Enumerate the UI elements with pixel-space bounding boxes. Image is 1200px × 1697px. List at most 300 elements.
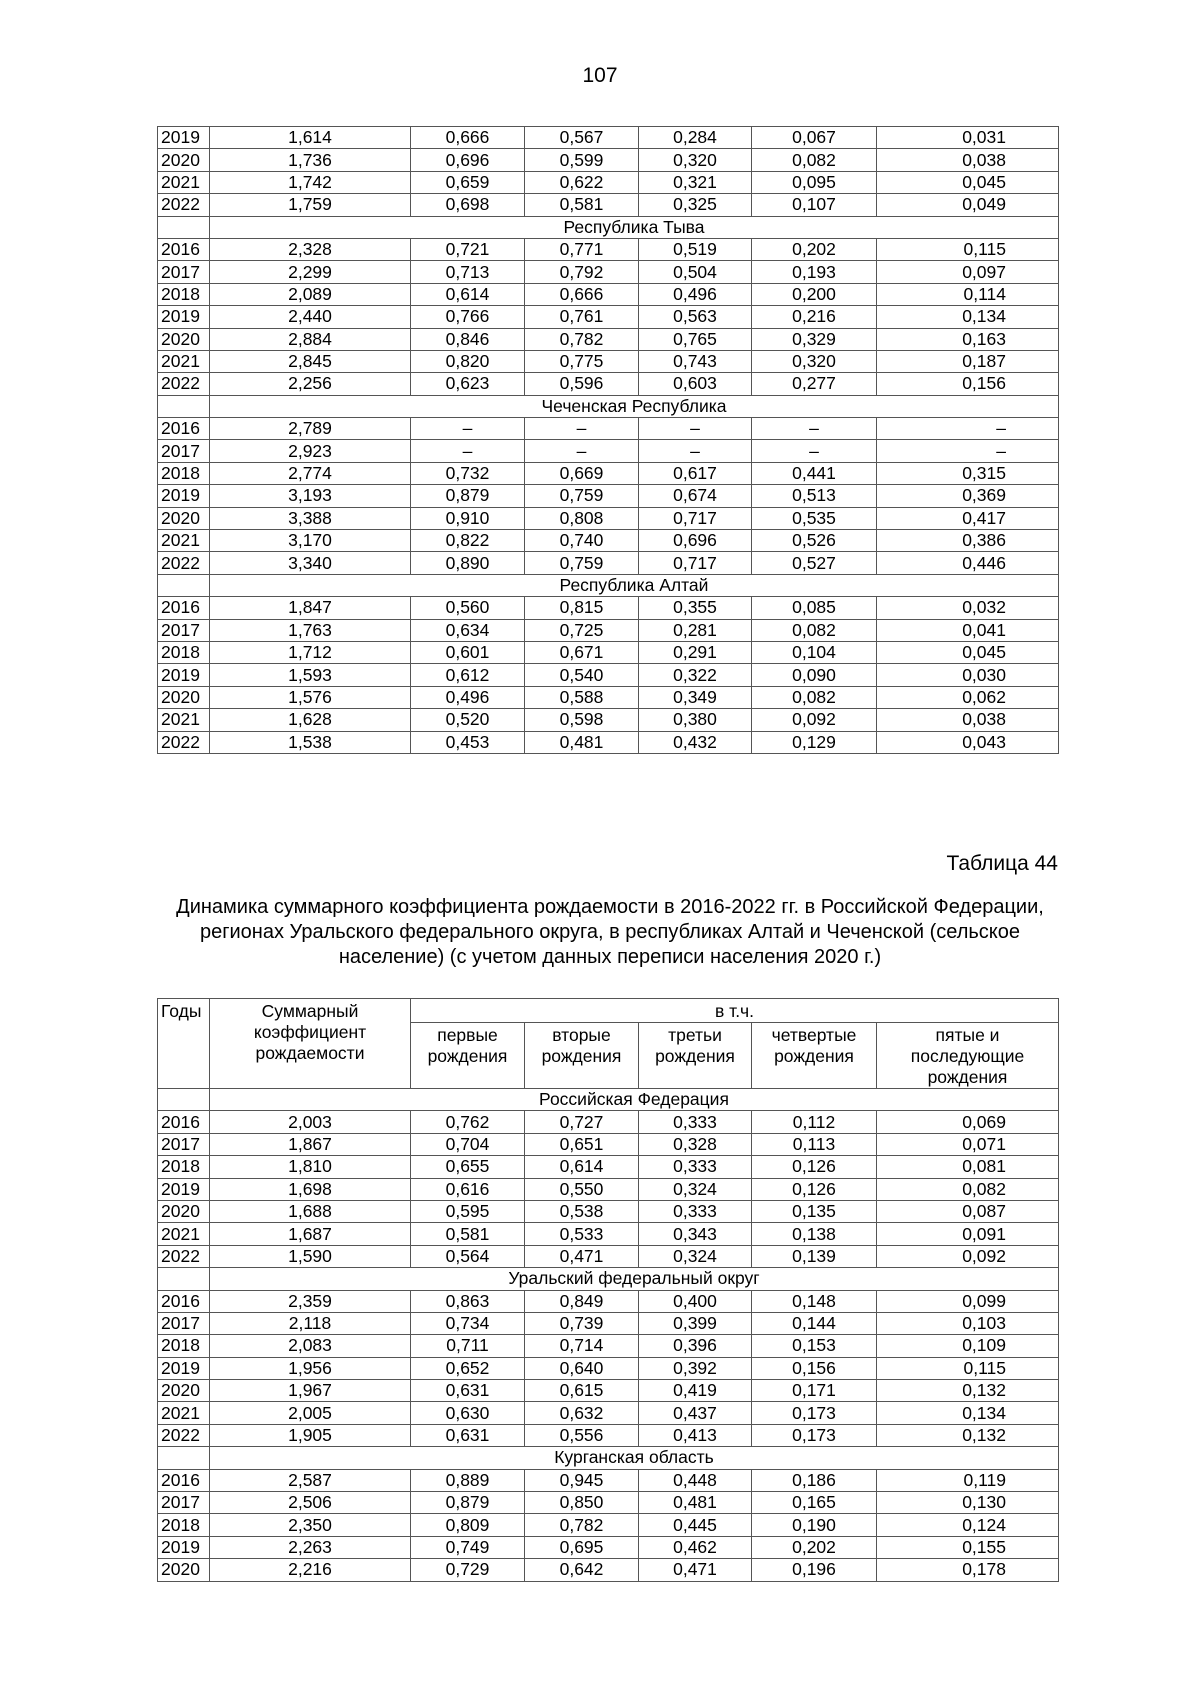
third-cell: –	[639, 440, 752, 462]
fourth-cell: 0,144	[752, 1312, 877, 1334]
third-cell: 0,519	[639, 238, 752, 260]
third-cell: 0,284	[639, 127, 752, 149]
third-cell: 0,504	[639, 261, 752, 283]
first-cell: 0,601	[411, 641, 525, 663]
third-cell: 0,333	[639, 1111, 752, 1133]
year-cell: 2020	[158, 1559, 210, 1581]
first-cell: 0,822	[411, 530, 525, 552]
first-cell: 0,711	[411, 1335, 525, 1357]
second-cell: 0,632	[525, 1402, 639, 1424]
second-cell: 0,815	[525, 597, 639, 619]
table-row	[158, 1200, 1059, 1222]
group-title-spacer	[158, 1268, 210, 1290]
fourth-cell: 0,082	[752, 619, 877, 641]
first-cell: 0,634	[411, 619, 525, 641]
first-cell: 0,659	[411, 171, 525, 193]
second-cell: 0,588	[525, 686, 639, 708]
year-cell: 2019	[158, 306, 210, 328]
table-row	[158, 261, 1059, 283]
tfr-cell: 1,614	[210, 127, 411, 149]
third-cell: 0,355	[639, 597, 752, 619]
second-cell: 0,599	[525, 149, 639, 171]
second-cell: 0,540	[525, 664, 639, 686]
year-cell: 2016	[158, 418, 210, 440]
second-cell: 0,640	[525, 1357, 639, 1379]
third-cell: 0,399	[639, 1312, 752, 1334]
second-cell: 0,727	[525, 1111, 639, 1133]
fourth-cell: 0,107	[752, 194, 877, 216]
table-row	[158, 440, 1059, 462]
year-cell: 2020	[158, 149, 210, 171]
tfr-cell: 1,628	[210, 709, 411, 731]
first-cell: 0,560	[411, 597, 525, 619]
second-cell: 0,771	[525, 238, 639, 260]
fourth-cell: 0,186	[752, 1469, 877, 1491]
third-cell: 0,392	[639, 1357, 752, 1379]
third-cell: 0,413	[639, 1424, 752, 1446]
table-row	[158, 1559, 1059, 1581]
second-cell: 0,481	[525, 731, 639, 753]
group-title-row	[158, 216, 1059, 238]
fourth-cell: 0,153	[752, 1335, 877, 1357]
table-row	[158, 1156, 1059, 1178]
tfr-cell: 2,923	[210, 440, 411, 462]
first-cell: 0,879	[411, 485, 525, 507]
table-label: Таблица 44	[946, 852, 1058, 875]
fifth-plus-cell: 0,049	[877, 194, 1059, 216]
third-cell: 0,325	[639, 194, 752, 216]
third-cell: 0,437	[639, 1402, 752, 1424]
third-cell: 0,617	[639, 462, 752, 484]
third-cell: –	[639, 418, 752, 440]
third-cell: 0,324	[639, 1178, 752, 1200]
year-cell: 2020	[158, 686, 210, 708]
year-cell: 2016	[158, 1469, 210, 1491]
tfr-cell: 2,350	[210, 1514, 411, 1536]
table-row	[158, 328, 1059, 350]
year-cell: 2022	[158, 373, 210, 395]
first-cell: 0,630	[411, 1402, 525, 1424]
first-cell: 0,453	[411, 731, 525, 753]
table-row	[158, 552, 1059, 574]
first-cell: 0,666	[411, 127, 525, 149]
header-first: первые рождения	[411, 1023, 525, 1089]
fourth-cell: 0,190	[752, 1514, 877, 1536]
group-title-row	[158, 1447, 1059, 1469]
second-cell: 0,945	[525, 1469, 639, 1491]
table-row	[158, 1245, 1059, 1267]
second-cell: 0,538	[525, 1200, 639, 1222]
table-row	[158, 485, 1059, 507]
first-cell: 0,910	[411, 507, 525, 529]
fourth-cell: 0,441	[752, 462, 877, 484]
fifth-plus-cell: 0,132	[877, 1424, 1059, 1446]
fifth-plus-cell: 0,043	[877, 731, 1059, 753]
second-cell: 0,714	[525, 1335, 639, 1357]
year-cell: 2019	[158, 1536, 210, 1558]
tfr-cell: 1,967	[210, 1380, 411, 1402]
fourth-cell: 0,513	[752, 485, 877, 507]
table-row	[158, 1290, 1059, 1312]
year-cell: 2021	[158, 1223, 210, 1245]
tfr-cell: 2,789	[210, 418, 411, 440]
second-cell: 0,666	[525, 283, 639, 305]
year-cell: 2018	[158, 1514, 210, 1536]
year-cell: 2017	[158, 619, 210, 641]
year-cell: 2018	[158, 462, 210, 484]
third-cell: 0,281	[639, 619, 752, 641]
first-cell: 0,762	[411, 1111, 525, 1133]
year-cell: 2018	[158, 1335, 210, 1357]
fifth-plus-cell: 0,178	[877, 1559, 1059, 1581]
first-cell: 0,623	[411, 373, 525, 395]
table-row	[158, 373, 1059, 395]
first-cell: 0,655	[411, 1156, 525, 1178]
third-cell: 0,432	[639, 731, 752, 753]
year-cell: 2022	[158, 1245, 210, 1267]
year-cell: 2016	[158, 1290, 210, 1312]
table-caption: Динамика суммарного коэффициента рождаемости в 2016-2022 гг. в Российской Федерации, регионах Уральского федерального округа, в республиках Алтай и Чеченской (сельское население) (с учетом данных переписи населения 2020 г.)	[176, 896, 1044, 968]
fifth-plus-cell: 0,087	[877, 1200, 1059, 1222]
year-cell: 2019	[158, 1357, 210, 1379]
fourth-cell: 0,173	[752, 1424, 877, 1446]
table-row	[158, 731, 1059, 753]
third-cell: 0,400	[639, 1290, 752, 1312]
second-cell: 0,808	[525, 507, 639, 529]
second-cell: 0,669	[525, 462, 639, 484]
first-cell: 0,652	[411, 1357, 525, 1379]
second-cell: 0,671	[525, 641, 639, 663]
header-second: вторые рождения	[525, 1023, 639, 1089]
fifth-plus-cell: 0,446	[877, 552, 1059, 574]
first-cell: –	[411, 418, 525, 440]
tfr-cell: 2,506	[210, 1492, 411, 1514]
tfr-cell: 1,576	[210, 686, 411, 708]
fourth-cell: 0,090	[752, 664, 877, 686]
fourth-cell: 0,173	[752, 1402, 877, 1424]
year-cell: 2021	[158, 350, 210, 372]
table-44-header	[158, 999, 1059, 1089]
fifth-plus-cell: 0,134	[877, 306, 1059, 328]
tfr-cell: 1,810	[210, 1156, 411, 1178]
year-cell: 2019	[158, 485, 210, 507]
fifth-plus-cell: 0,124	[877, 1514, 1059, 1536]
second-cell: –	[525, 440, 639, 462]
tfr-cell: 2,256	[210, 373, 411, 395]
table-row	[158, 462, 1059, 484]
tfr-cell: 1,698	[210, 1178, 411, 1200]
group-title: Курганская область	[210, 1447, 1059, 1469]
fourth-cell: 0,067	[752, 127, 877, 149]
first-cell: 0,631	[411, 1380, 525, 1402]
tfr-cell: 2,299	[210, 261, 411, 283]
fourth-cell: 0,202	[752, 1536, 877, 1558]
group-title: Уральский федеральный округ	[210, 1268, 1059, 1290]
first-cell: 0,616	[411, 1178, 525, 1200]
third-cell: 0,343	[639, 1223, 752, 1245]
tfr-cell: 2,440	[210, 306, 411, 328]
table-row	[158, 1469, 1059, 1491]
tfr-cell: 1,688	[210, 1200, 411, 1222]
fifth-plus-cell: 0,132	[877, 1380, 1059, 1402]
first-cell: 0,496	[411, 686, 525, 708]
tfr-cell: 2,328	[210, 238, 411, 260]
second-cell: 0,782	[525, 328, 639, 350]
second-cell: –	[525, 418, 639, 440]
tfr-cell: 2,083	[210, 1335, 411, 1357]
header-third: третьи рождения	[639, 1023, 752, 1089]
second-cell: 0,759	[525, 485, 639, 507]
fifth-plus-cell: 0,103	[877, 1312, 1059, 1334]
fifth-plus-cell: 0,031	[877, 127, 1059, 149]
group-title-spacer	[158, 1089, 210, 1111]
third-cell: 0,321	[639, 171, 752, 193]
year-cell: 2017	[158, 440, 210, 462]
fourth-cell: 0,135	[752, 1200, 877, 1222]
tfr-cell: 2,005	[210, 1402, 411, 1424]
table-row	[158, 283, 1059, 305]
fourth-cell: 0,216	[752, 306, 877, 328]
third-cell: 0,333	[639, 1156, 752, 1178]
fifth-plus-cell: 0,369	[877, 485, 1059, 507]
fourth-cell: 0,126	[752, 1156, 877, 1178]
fourth-cell: 0,171	[752, 1380, 877, 1402]
tfr-cell: 1,590	[210, 1245, 411, 1267]
tfr-cell: 3,340	[210, 552, 411, 574]
first-cell: 0,595	[411, 1200, 525, 1222]
year-cell: 2021	[158, 1402, 210, 1424]
third-cell: 0,603	[639, 373, 752, 395]
table-row	[158, 1536, 1059, 1558]
first-cell: 0,809	[411, 1514, 525, 1536]
fifth-plus-cell: 0,045	[877, 641, 1059, 663]
table-row	[158, 418, 1059, 440]
table-row	[158, 1335, 1059, 1357]
tfr-cell: 1,905	[210, 1424, 411, 1446]
group-title-row	[158, 574, 1059, 596]
fifth-plus-cell: 0,081	[877, 1156, 1059, 1178]
third-cell: 0,563	[639, 306, 752, 328]
table-row	[158, 127, 1059, 149]
third-cell: 0,674	[639, 485, 752, 507]
first-cell: 0,749	[411, 1536, 525, 1558]
group-title-row	[158, 395, 1059, 417]
third-cell: 0,349	[639, 686, 752, 708]
third-cell: 0,471	[639, 1559, 752, 1581]
first-cell: 0,820	[411, 350, 525, 372]
first-cell: 0,732	[411, 462, 525, 484]
fifth-plus-cell: 0,082	[877, 1178, 1059, 1200]
fifth-plus-cell: 0,119	[877, 1469, 1059, 1491]
fourth-cell: –	[752, 418, 877, 440]
fourth-cell: 0,082	[752, 149, 877, 171]
third-cell: 0,462	[639, 1536, 752, 1558]
year-cell: 2021	[158, 171, 210, 193]
year-cell: 2020	[158, 507, 210, 529]
fifth-plus-cell: 0,115	[877, 1357, 1059, 1379]
second-cell: 0,556	[525, 1424, 639, 1446]
table-row	[158, 149, 1059, 171]
header-fifth-plus: пятые и последующие рождения	[877, 1023, 1059, 1089]
fourth-cell: 0,095	[752, 171, 877, 193]
fourth-cell: 0,148	[752, 1290, 877, 1312]
first-cell: 0,564	[411, 1245, 525, 1267]
second-cell: 0,782	[525, 1514, 639, 1536]
table-row	[158, 530, 1059, 552]
group-title-row	[158, 1268, 1059, 1290]
third-cell: 0,320	[639, 149, 752, 171]
second-cell: 0,581	[525, 194, 639, 216]
table-row	[158, 306, 1059, 328]
third-cell: 0,717	[639, 552, 752, 574]
fifth-plus-cell: –	[877, 418, 1059, 440]
tfr-cell: 1,759	[210, 194, 411, 216]
table-row	[158, 686, 1059, 708]
second-cell: 0,695	[525, 1536, 639, 1558]
table-row	[158, 1111, 1059, 1133]
group-title: Республика Тыва	[210, 216, 1059, 238]
fourth-cell: 0,202	[752, 238, 877, 260]
year-cell: 2019	[158, 664, 210, 686]
table-row	[158, 1492, 1059, 1514]
fourth-cell: 0,126	[752, 1178, 877, 1200]
table-row	[158, 171, 1059, 193]
tfr-cell: 2,845	[210, 350, 411, 372]
fifth-plus-cell: 0,092	[877, 1245, 1059, 1267]
fourth-cell: 0,165	[752, 1492, 877, 1514]
table-row	[158, 238, 1059, 260]
table-row	[158, 1402, 1059, 1424]
second-cell: 0,615	[525, 1380, 639, 1402]
fourth-cell: 0,277	[752, 373, 877, 395]
second-cell: 0,792	[525, 261, 639, 283]
fifth-plus-cell: 0,069	[877, 1111, 1059, 1133]
page-number: 107	[582, 64, 618, 87]
header-tfr: Суммарный коэффициент рождаемости	[210, 999, 411, 1089]
table-row	[158, 641, 1059, 663]
first-cell: 0,696	[411, 149, 525, 171]
fifth-plus-cell: 0,130	[877, 1492, 1059, 1514]
fourth-cell: 0,139	[752, 1245, 877, 1267]
year-cell: 2016	[158, 597, 210, 619]
tfr-cell: 2,118	[210, 1312, 411, 1334]
fifth-plus-cell: 0,115	[877, 238, 1059, 260]
year-cell: 2017	[158, 1312, 210, 1334]
fifth-plus-cell: 0,045	[877, 171, 1059, 193]
year-cell: 2022	[158, 1424, 210, 1446]
first-cell: 0,612	[411, 664, 525, 686]
fourth-cell: 0,193	[752, 261, 877, 283]
fourth-cell: 0,112	[752, 1111, 877, 1133]
first-cell: 0,879	[411, 1492, 525, 1514]
tfr-cell: 2,089	[210, 283, 411, 305]
table-row	[158, 597, 1059, 619]
year-cell: 2020	[158, 1380, 210, 1402]
fifth-plus-cell: 0,187	[877, 350, 1059, 372]
second-cell: 0,761	[525, 306, 639, 328]
third-cell: 0,743	[639, 350, 752, 372]
table-44	[157, 998, 1059, 1582]
third-cell: 0,328	[639, 1133, 752, 1155]
fifth-plus-cell: 0,099	[877, 1290, 1059, 1312]
fifth-plus-cell: 0,041	[877, 619, 1059, 641]
table-row	[158, 350, 1059, 372]
second-cell: 0,614	[525, 1156, 639, 1178]
fifth-plus-cell: 0,038	[877, 149, 1059, 171]
year-cell: 2017	[158, 1492, 210, 1514]
fourth-cell: 0,113	[752, 1133, 877, 1155]
group-title-spacer	[158, 1447, 210, 1469]
tfr-cell: 1,736	[210, 149, 411, 171]
fourth-cell: 0,200	[752, 283, 877, 305]
third-cell: 0,717	[639, 507, 752, 529]
third-cell: 0,448	[639, 1469, 752, 1491]
tfr-cell: 3,193	[210, 485, 411, 507]
first-cell: 0,631	[411, 1424, 525, 1446]
group-title-spacer	[158, 574, 210, 596]
year-cell: 2018	[158, 283, 210, 305]
table-row	[158, 507, 1059, 529]
tfr-cell: 3,388	[210, 507, 411, 529]
year-cell: 2018	[158, 641, 210, 663]
fourth-cell: 0,104	[752, 641, 877, 663]
table-row	[158, 1424, 1059, 1446]
first-cell: 0,863	[411, 1290, 525, 1312]
fourth-cell: 0,526	[752, 530, 877, 552]
fourth-cell: 0,527	[752, 552, 877, 574]
fourth-cell: 0,082	[752, 686, 877, 708]
second-cell: 0,596	[525, 373, 639, 395]
fourth-cell: 0,138	[752, 1223, 877, 1245]
second-cell: 0,642	[525, 1559, 639, 1581]
table-row	[158, 1178, 1059, 1200]
first-cell: 0,581	[411, 1223, 525, 1245]
tfr-cell: 2,216	[210, 1559, 411, 1581]
second-cell: 0,759	[525, 552, 639, 574]
third-cell: 0,496	[639, 283, 752, 305]
table-row	[158, 709, 1059, 731]
fifth-plus-cell: 0,163	[877, 328, 1059, 350]
table-row	[158, 619, 1059, 641]
tfr-cell: 1,593	[210, 664, 411, 686]
table-row	[158, 1223, 1059, 1245]
tfr-cell: 3,170	[210, 530, 411, 552]
first-cell: 0,713	[411, 261, 525, 283]
table-44-body	[158, 1089, 1059, 1582]
first-cell: 0,614	[411, 283, 525, 305]
first-cell: 0,520	[411, 709, 525, 731]
fifth-plus-cell: 0,038	[877, 709, 1059, 731]
tfr-cell: 1,956	[210, 1357, 411, 1379]
third-cell: 0,419	[639, 1380, 752, 1402]
second-cell: 0,849	[525, 1290, 639, 1312]
first-cell: 0,734	[411, 1312, 525, 1334]
second-cell: 0,533	[525, 1223, 639, 1245]
fifth-plus-cell: 0,109	[877, 1335, 1059, 1357]
third-cell: 0,396	[639, 1335, 752, 1357]
year-cell: 2020	[158, 328, 210, 350]
first-cell: 0,890	[411, 552, 525, 574]
tfr-cell: 1,742	[210, 171, 411, 193]
second-cell: 0,775	[525, 350, 639, 372]
group-title: Российская Федерация	[210, 1089, 1059, 1111]
header-including: в т.ч.	[411, 999, 1059, 1023]
year-cell: 2016	[158, 1111, 210, 1133]
second-cell: 0,567	[525, 127, 639, 149]
tfr-cell: 1,867	[210, 1133, 411, 1155]
first-cell: 0,721	[411, 238, 525, 260]
second-cell: 0,471	[525, 1245, 639, 1267]
